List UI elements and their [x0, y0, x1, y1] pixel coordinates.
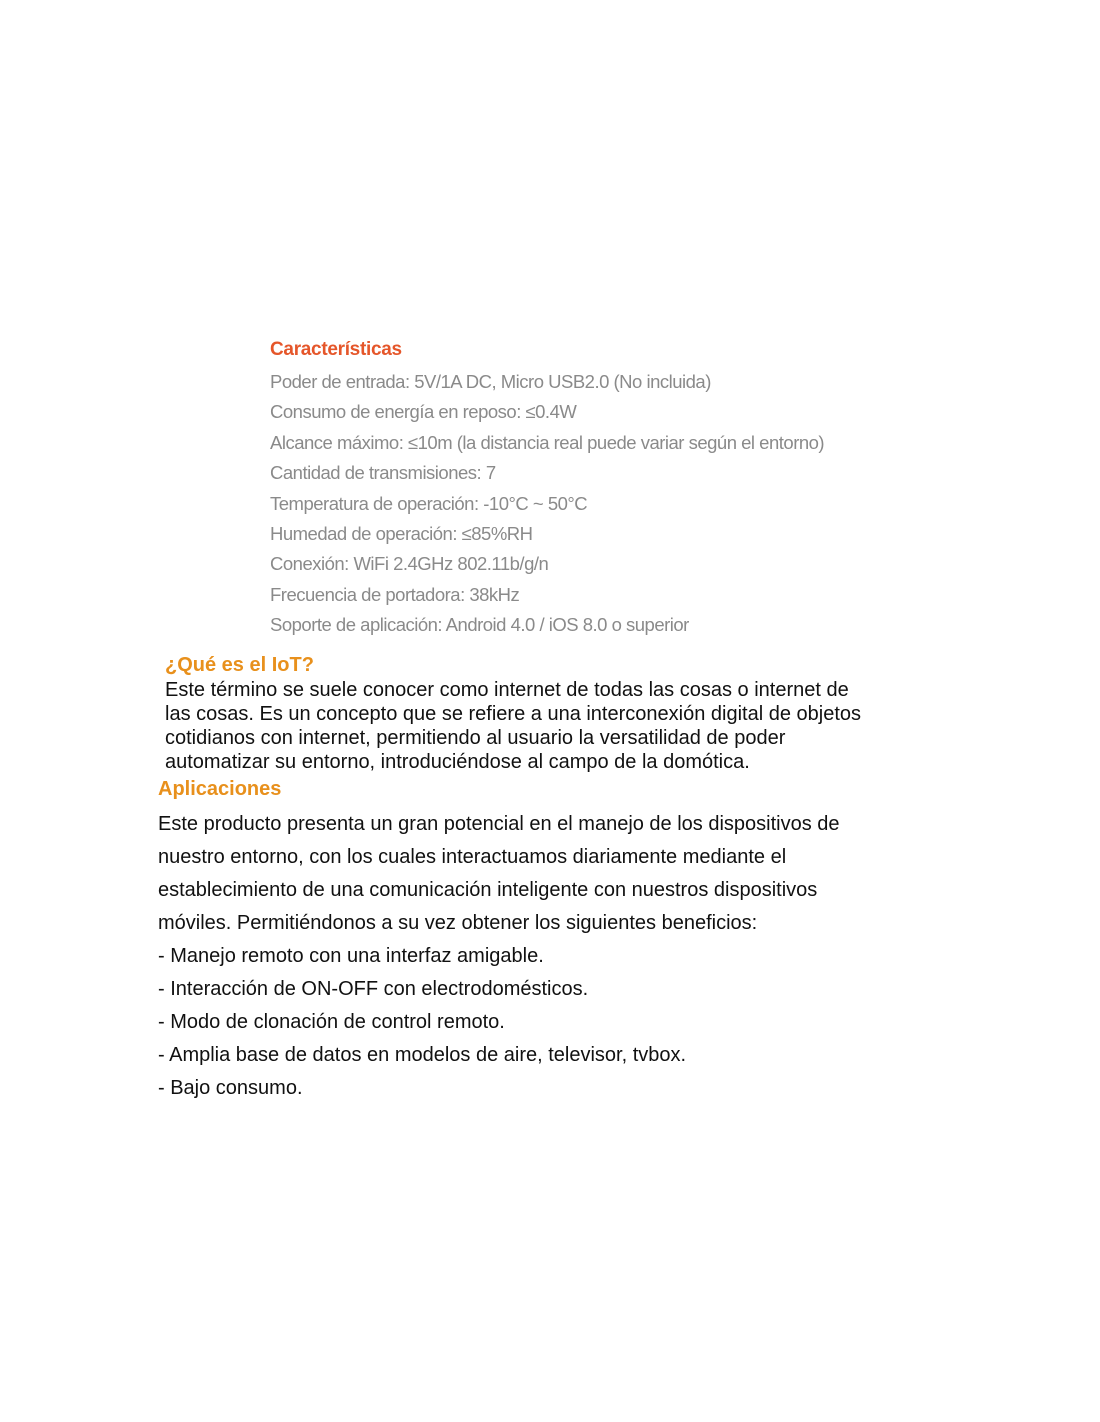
iot-description	[165, 678, 955, 774]
applications-title: Aplicaciones	[158, 778, 282, 800]
spec-carrier-frequency: Frecuencia de portadora: 38kHz	[270, 583, 520, 605]
specifications-section	[270, 337, 890, 641]
spec-transmissions: Cantidad de transmisiones: 7	[270, 462, 496, 484]
benefit-on-off: - Interacción de ON-OFF con electrodomésticos.	[158, 978, 589, 1000]
iot-line: las cosas. Es un concepto que se refiere a una interconexión digital de objetos	[165, 703, 861, 725]
spec-operating-humidity: Humedad de operación: ≤85%RH	[270, 523, 533, 545]
applications-line: Este producto presenta un gran potencial en el manejo de los dispositivos de	[158, 813, 840, 835]
spec-app-support: Soporte de aplicación: Android 4.0 / iOS 8.0 o superior	[270, 614, 689, 636]
spec-max-range: Alcance máximo: ≤10m (la distancia real puede variar según el entorno)	[270, 431, 825, 453]
benefit-cloning: - Modo de clonación de control remoto.	[158, 1011, 505, 1033]
spec-operating-temperature: Temperatura de operación: -10°C ~ 50°C	[270, 492, 588, 514]
applications-line: móviles. Permitiéndonos a su vez obtener los siguientes beneficios:	[158, 912, 758, 934]
spec-input-power: Poder de entrada: 5V/1A DC, Micro USB2.0 (No incluida)	[270, 371, 711, 392]
benefit-low-consumption: - Bajo consumo.	[158, 1077, 303, 1099]
iot-line: cotidianos con internet, permitiendo al usuario la versatilidad de poder	[165, 727, 786, 749]
benefits-list	[158, 940, 978, 1105]
spec-connection: Conexión: WiFi 2.4GHz 802.11b/g/n	[270, 553, 549, 575]
iot-section	[165, 652, 955, 774]
benefit-remote-control: - Manejo remoto con una interfaz amigable.	[158, 945, 544, 967]
applications-section	[158, 775, 978, 1105]
applications-line: establecimiento de una comunicación inteligente con nuestros dispositivos	[158, 879, 818, 901]
spec-standby-consumption: Consumo de energía en reposo: ≤0.4W	[270, 401, 577, 423]
specifications-title: Características	[270, 339, 402, 360]
applications-description	[158, 808, 978, 940]
iot-title: ¿Qué es el IoT?	[165, 654, 314, 676]
iot-line: automatizar su entorno, introduciéndose al campo de la domótica.	[165, 751, 750, 773]
applications-line: nuestro entorno, con los cuales interactuamos diariamente mediante el	[158, 846, 787, 868]
benefit-database: - Amplia base de datos en modelos de aire, televisor, tvbox.	[158, 1044, 687, 1066]
iot-line: Este término se suele conocer como internet de todas las cosas o internet de	[165, 679, 849, 701]
